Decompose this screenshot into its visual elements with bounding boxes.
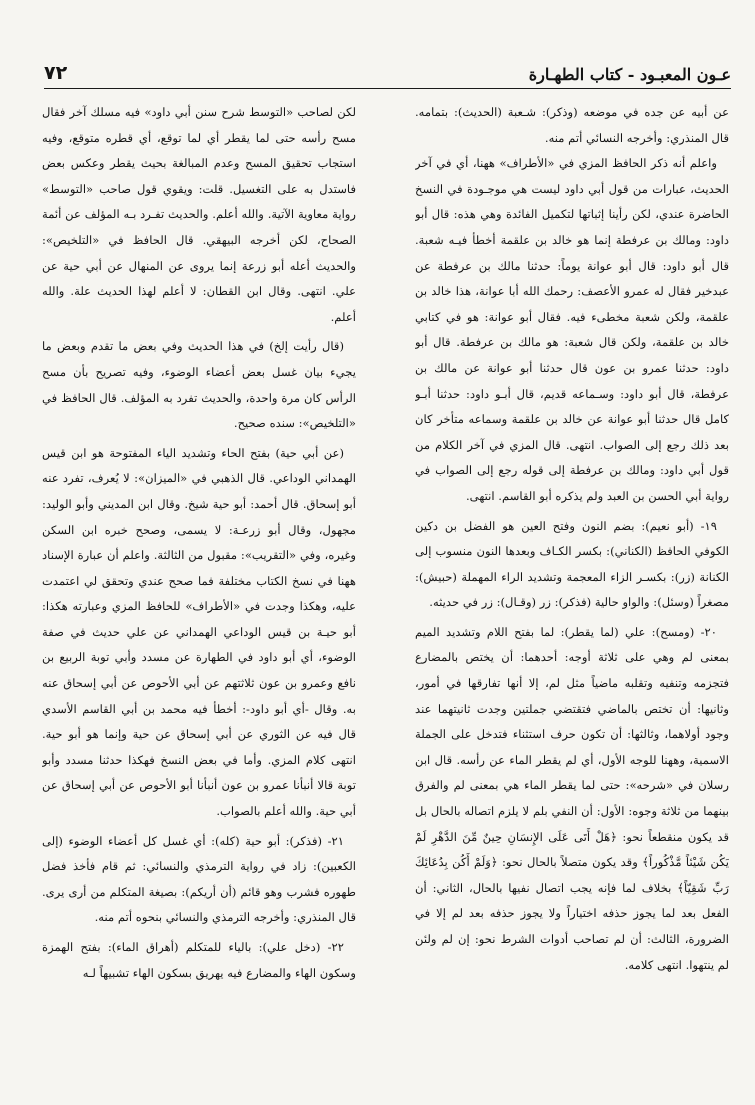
paragraph: ١٩- (أبو نعيم): بضم النون وفتح العين هو الفضل بن دكين الكوفي الحافظ (الكناني): بكسر الكـاف وبعدها النون منسوب إلى الكنانة (زر): بكسـر الزاء المعجمة وتشديد الراء المهملة (حبيش): مصغراً (وسئل): والواو حالية (فذكر): زر (وقـال): زر في حديثه. — [415, 518, 729, 610]
page-number: ٧٢ — [44, 62, 68, 84]
paragraph: ٢٢- (دخل علي): بالياء للمتكلم (أهراق الماء): بفتح الهمزة وسكون الهاء والمضارع فيه يهريق بسكون الهاء تشبيهاً لـه — [42, 940, 356, 980]
paragraph: لكن لصاحب «التوسط شرح سنن أبي داود» فيه مسلك آخر فقال مسح رأسه حتى لما يقطر أي لما توقع، أي قطره متوقع، وفيه استجاب تحقيق المسح وعدم المبالغة بحيث يقطر وعكس بعض فاستدل به على التغسيل. قلت: ويقوي قول صاحب «التوسط» رواية معاوية الآتية. والله أعلم. والحديث تفـرد بـه المؤلف عن أئمة الصحاح، لكن أخرجه البيهقي. قال الحافظ في «التلخيص»: والحديث أعله أبو زرعة إنما يروى عن المنهال عن أبي حية عن علي. انتهى. وقال ابن القطان: لا أعلم لهذا الحديث علة. والله أعلم. — [42, 105, 356, 324]
paragraph: ٢١- (فذكر): أبو حية (كله): أي غسل كل أعضاء الوضوء (إلى الكعبين): زاد في رواية الترمذي والنسائي: ثم قام فأخذ فضل طهوره فشرب وهو قائم (أن أريكم): بصيغة المتكلم من أرى يرى. قال المنذري: وأخرجه الترمذي والنسائي بنحوه أتم منه. — [42, 833, 356, 925]
paragraph: (قال رأيت إلخ) في هذا الحديث وفي بعض ما تقدم وبعض ما يجيء بيان غسل بعض أعضاء الوضوء، وفيه تصريح بأن مسح الرأس كان مرة واحدة، والحديث تفرد به المؤلف. قال الحافظ في «التلخيص»: سنده صحيح. — [42, 339, 356, 431]
running-header — [44, 60, 731, 84]
paragraph: عن أبيه عن جده في موضعه (وذكر): شـعبة (الحديث): بتمامه. قال المنذري: وأخرجه النسائي أتم منه. — [415, 105, 729, 145]
header-rule — [44, 88, 731, 89]
book-title: عـون المعبـود - كتاب الطهـارة — [528, 65, 731, 84]
paragraph: ٢٠- (ومسح): علي (لما يقطر): لما بفتح اللام وتشديد الميم بمعنى لم وهي على ثلاثة أوجه: أحدهما: أن يختص بالمضارع فتجزمه وتنفيه وتقلبه ماضياً مثل لم، إلا أنها تفارقها في أمور، وثانيها: أن تختص بالماضي فتقتضي جملتين وجدت ثانيتهما عند وجود أولاهما، وثالثها: أن تكون حرف استثناء فتدخل على الجملة الاسمية، وههنا للوجه الأول، أي لم يقطر الماء عن رأسه. قال ابن رسلان في «شرحه»: حتى لما يقطر الماء هي بمعنى لم والفرق بينهما من ثلاثة وجوه: الأول: أن النفي بلم لا يلزم اتصاله بالحال بل قد يكون منقطعاً نحو: ﴿هَلْ أَتَى عَلَى الإِنسَانِ حِينٌ مِّنَ الدَّهْرِ لَمْ يَكُن شَيْئاً مَّذْكُوراً﴾ وقد يكون متصلاً بالحال نحو: ﴿وَلَمْ أَكُن بِدُعَائِكَ رَبِّ شَقِيّاً﴾ بخلاف لما فإنه يجب اتصال نفيها بالحال، الثاني: أن الفعل بعد لما يجوز حذفه اختياراً ولا يجوز حذفه بعد لم إلا في الضرورة، الثالث: أن لم تصاحب أدوات الشرط نحو: إن لم ولئن لم ينتهوا. انتهى كلامه. — [415, 624, 729, 972]
right-column — [415, 100, 729, 1085]
left-column — [42, 100, 356, 1085]
paragraph: واعلم أنه ذكر الحافظ المزي في «الأطراف» ههنا، أي في آخر الحديث، عبارات من قول أبي داود ليست هي موجـودة في النسخ الحاضرة عندي، لكن رأينا إثباتها لتكميل الفائدة وهي هذه: قال أبو داود: ومالك بن عرفطة إنما هو خالد بن علقمة أخطأ فيـه شعبة. قال أبو داود: قال أبو عوانة يوماً: حدثنا مالك بن عرفطة عن عبدخير فقال له عمرو الأعصف: رحمك الله أبا عوانة، هذا خالد بن علقمة، ولكن شعبة مخطىء فيه. فقال أبو عوانة: هو في كتابي خالد بن علقمة، ولكن قال شعبة: هو مالك بن عرفطة. قال أبو داود: حدثنا عمرو بن عون قال حدثنا أبو عوانة عن مالك بن عرفطة، قال أبو داود: وسـماعه قديم، قال أبـو داود: حدثنا أبـو كامل قال حدثنا أبو عوانة عن خالد بن علقمة وسماعه متأخر كان بعد ذلك رجع إلى الصواب. انتهى. قال المزي في آخر الكلام من قول أبي داود: ومالك بن عرفطة إلى قوله رجع إلى الصواب في رواية أبي الحسن بن العبد ولم يذكره أبو القاسم. انتهى. — [415, 156, 729, 503]
paragraph: (عن أبي حية) بفتح الحاء وتشديد الياء المفتوحة هو ابن قيس الهمداني الوداعي. قال الذهبي في «الميزان»: لا يُعرف، تفرد عنه أبو إسحاق. قال أحمد: أبو حية شيخ. وقال ابن المديني وأبو الوليد: مجهول، وقال أبو زرعـة: لا يسمى، وصحح خبره ابن السكن وغيره، وفي «التقريب»: مقبول من الثالثة. واعلم أن عبارة الإسناد ههنا في نسخ الكتاب مختلفة فما صحح عندي وتحقق لي اعتمدت عليه، وهكذا وجدت في «الأطراف» للحافظ المزي وعبارته هكذا: أبو حيـة بن قيس الوداعي الهمداني عن علي حديث في صفة الوضوء، أي أبو داود في الطهارة عن مسدد وأبي توبة الربيع بن نافع وعمرو بن عون ثلاثتهم عن أبي الأحوص عن أبي إسحاق عنه به. وقال -أي أبو داود-: أخطأ فيه محمد بن أبي القاسم الأسدي قال فيه عن الثوري عن أبي إسحاق عن حية وإنما هو أبو حية. انتهى كلام المزي. وأما في بعض النسخ فهكذا حدثنا مسدد وأبو توبة قالا أنبأنا عمرو بن عون أنبأنا أبو الأحوص عن أبي إسحاق عن أبي حية. والله أعلم بالصواب. — [42, 445, 356, 819]
